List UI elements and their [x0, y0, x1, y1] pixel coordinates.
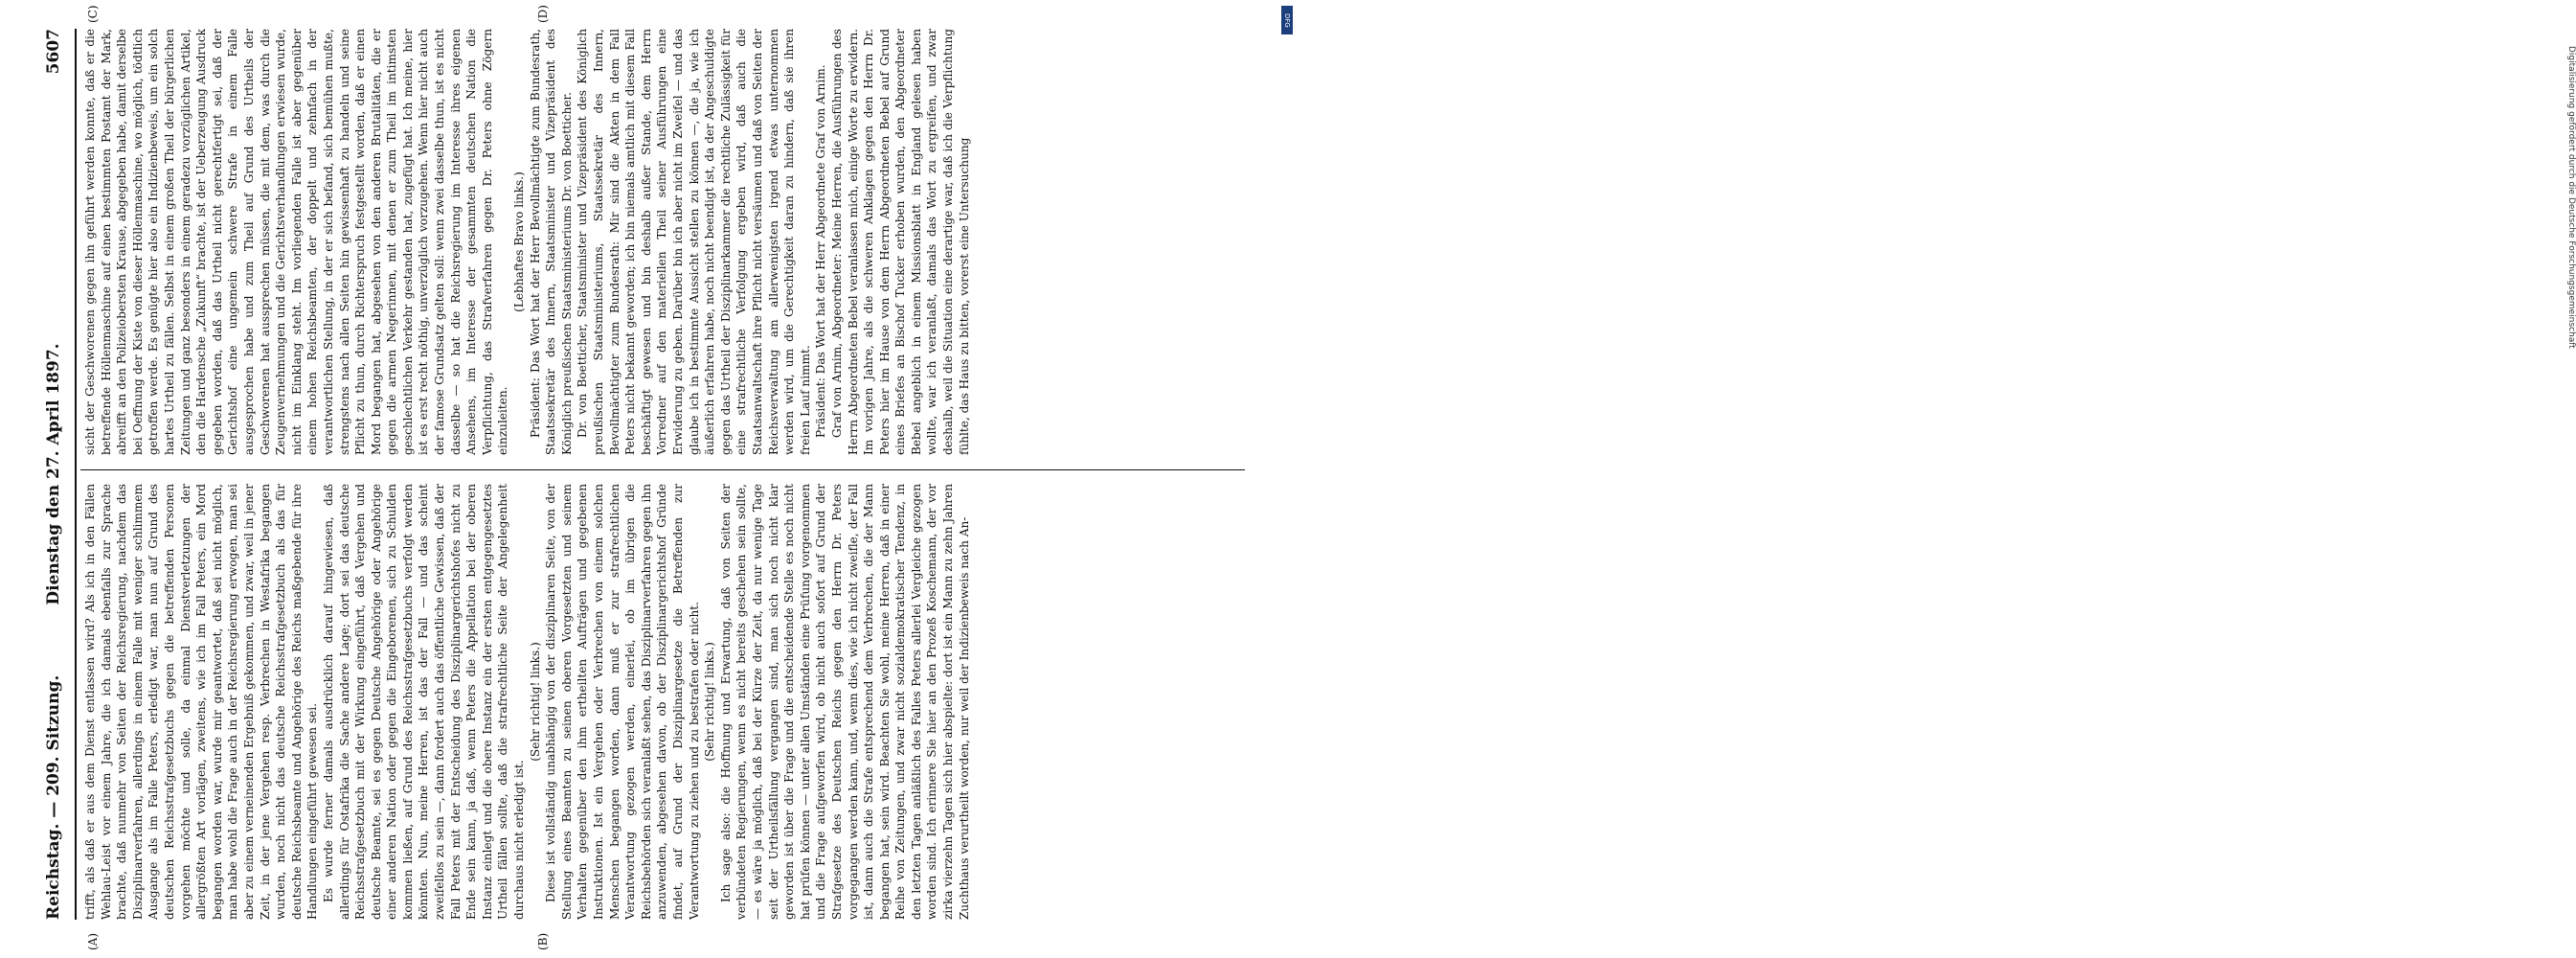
paragraph: Präsident: Das Wort hat der Herr Bevollmächtigte zum Bundesrath, Staatssekretär des Innern, Staatsminister und Vizepräsident des Königlich preußischen Staatsministeriums Dr. von Boetticher.: [528, 29, 574, 455]
interjection: (Sehr richtig! links.): [703, 642, 717, 762]
left-column: [82, 484, 1245, 920]
dfg-logo: DFG: [1281, 6, 1293, 34]
paragraph: Präsident: Das Wort hat der Herr Abgeordnete Graf von Arnim.: [814, 64, 828, 438]
paragraph: Graf von Arnim, Abgeordneter: Meine Herren, die Ausführungen des Herrn Abgeordneten Bebel veranlassen mich, einige Worte zu erwidern. Im vorigen Jahre, als die schweren Anklagen gegen den Herrn Dr. Peters hier im Hause von dem Herrn Abgeordneten Bebel auf Grund eines Briefes an Bischof Tucker erhoben wurden, den Abgeordneter Bebel angeblich in einem Missionsblatt in England gelesen haben wollte, war ich veranlaßt, damals das Wort zu ergreifen, und zwar deshalb, weil die Situation eine derartige war, daß ich die Verpflichtung fühlte, das Haus zu bitten, vorerst eine Untersuchung: [829, 29, 971, 455]
header-left: Reichstag. — 209. Sitzung.: [44, 674, 63, 920]
rotated-page: [19, 0, 1264, 958]
margin-mark-a: (A): [86, 932, 100, 950]
column-divider: [80, 469, 1245, 470]
page-header: [36, 29, 77, 920]
funding-note-text: Digitalisierung gefördert durch die Deutsche Forschungsgemeinschaft: [2566, 46, 2576, 349]
right-column: [82, 29, 1245, 455]
interjection: (Lebhaftes Bravo links.): [512, 171, 527, 312]
paragraph: Diese ist vollständig unabhängig von der disziplinaren Seite, von der Stellung eines Beamten zu seinen oberen Vorgesetzten und seinem Verhalten gegenüber den ihm ertheilten Aufträgen und gegebenen Instruktionen. Ist ein Vergehen oder Verbrechen von einem solchen Menschen begangen worden, dann muß er zur strafrechtlichen Verantwortung gezogen werden, einerlei, ob im übrigen die Reichsbehörden sich veranlaßt sehen, das Disziplinarverfahren gegen ihn anzuwenden, abgesehen davon, ob der Disziplinargerichtshof Gründe findet, auf Grund der Disziplinargesetze die Betreffenden zur Verantwortung zu ziehen und zu bestrafen oder nicht.: [544, 484, 701, 920]
paragraph: Dr. von Boetticher, Staatsminister und Vizepräsident des Königlich preußischen Staatsministeriums, Staatssekretär des Innern, Bevollmächtigter zum Bundesrath: Mir sind die Akten in dem Fall Peters nicht bekannt geworden; ich bin niemals amtlich mit diesem Fall beschäftigt gewesen und bin deshalb außer Stande, dem Herrn Vorredner auf den materiellen Theil seiner Ausführungen eine Erwiderung zu geben. Darüber bin ich aber nicht im Zweifel — und das glaube ich in bestimmte Aussicht stellen zu können —, die ja, wie ich äußerlich erfahren habe, noch nicht beendigt ist, da der Angeschuldigte gegen das Urtheil der Disziplinarkammer die rechtliche Zulässigkeit für eine strafrechtliche Verfolgung ergeben wird, daß auch die Staatsanwaltschaft ihre Pflicht nicht versäumen und daß von Seiten der Reichsverwaltung am allerwenigsten irgend etwas unternommen werden wird, um die Gerechtigkeit daran zu hindern, daß sie ihren freien Lauf nimmt.: [576, 29, 812, 455]
margin-mark-b: (B): [536, 932, 550, 950]
margin-mark-d: (D): [536, 5, 550, 23]
paragraph: Es wurde ferner damals ausdrücklich darauf hingewiesen, daß allerdings für Ostafrika die Sache andere Lage; dort sei das deutsche Reichsstrafgesetzbuch mit der Wirkung eingeführt, daß Vergehen und deutsche Beamte, sei es gegen Deutsche Angehörige oder Angehörige einer anderen Nation oder gegen die Eingeborenen, sich zu Schulden kommen ließen, auf Grund des Reichsstrafgesetzbuchs verfolgt werden könnten. Nun, meine Herren, ist das der Fall — und das scheint zweifellos zu sein —, dann fordert auch das öffentliche Gewissen, daß der Fall Peters mit der Entscheidung des Disziplinargerichtshofes nicht zu Ende sein kann, ja daß, wenn Peters die Appellation bei der oberen Instanz einlegt und die obere Instanz ein der ersten entgegengesetztes Urtheil fällen sollte, daß die strafrechtliche Seite der Angelegenheit durchaus nicht erledigt ist.: [321, 484, 527, 920]
interjection: (Sehr richtig! links.): [528, 642, 542, 762]
paragraph: trifft, als daß er aus dem Dienst entlassen wird? Als ich in den Fällen Wehlau-Leist vor einem Jahre, die ich damals ebenfalls zur Sprache brachte, daß nunmehr von Seiten der Reichsregierung, nachdem das Disziplinarverfahren, allerdings in einem Falle mit weniger schlimmem Ausgange als im Falle Peters, erledigt war, man nun auf Grund des deutschen Reichsstrafgesetzbuchs gegen die betreffenden Personen vorgehen möchte und solle, da einmal Dienstverletzungen der allergrößten Art vorlägen, zweitens, wie ich im Fall Peters, ein Mord begangen worden war, wurde mir geantwortet, daß sei nicht möglich, man habe wohl die Frage auch in der Reichsregierung erwogen, man sei aber zu einem verneinenden Ergebniß gekommen, und zwar, weil in jener Zeit, in der jene Vergehen resp. Verbrechen in Westafrika begangen wurden, noch nicht das deutsche Reichsstrafgesetzbuch als das für deutsche Reichsbeamte und Angehörige des Reichs maßgebende für ihre Handlungen eingeführt gewesen sei.: [83, 484, 320, 920]
paragraph: sicht der Geschworenen gegen ihn geführt werden konnte, daß er die betreffende Höllenmaschine auf einen bestimmten Postamt der Mark, abreifft an den Polizeiobersten Krause, abgegeben habe, damit derselbe bei Oeffnung der Kiste von dieser Höllenmaschine, wo möglich, tödtlich getroffen werde. Es genügte hier also ein Indizienbeweis, um ein solch hartes Urtheil zu fällen. Selbst in einem großen Theil der bürgerlichen Zeitungen und ganz besonders in einem geradezu vorzüglichen Artikel, den die Hardensche „Zukunft“ brachte, ist der Ueberzeugung Ausdruck gegeben worden, daß das Urtheil nicht gerechtfertigt sei, daß der Gerichtshof eine ungemein schwere Strafe in einem Falle ausgesprochen habe und zum Theil auf Grund des Urtheils der Geschworenen hat aussprechen müssen, die mit dem, was durch die Zeugenvernehmungen und die Gerichtsverhandlungen erwiesen wurde, nicht im Einklang steht. Im vorliegenden Falle ist aber gegenüber einem hohen Reichsbeamten, der doppelt und zehnfach in der verantwortlichen Stellung, in der er sich befand, sich bemühen mußte, strengstens nach allen Seiten hin gewissenhaft zu handeln und seine Pflicht zu thun, durch Richterspruch festgestellt worden, daß er einen Mord begangen hat, abgesehen von den anderen Brutalitäten, die er gegen die armen Negerinnen, mit denen er zum Theil im intimsten geschlechtlichen Verkehr gestanden hat, zugefügt hat. Ich meine, hier ist es erst recht nöthig, unverzüglich vorzugehen. Wenn hier nicht auch der famose Grundsatz gelten soll: wenn zwei dasselbe thun, ist es nicht dasselbe — so hat die Reichsregierung im Interesse ihres eigenen Ansehens, im Interesse der gesammten deutschen Nation die Verpflichtung, das Strafverfahren gegen Dr. Peters ohne Zögern einzuleiten.: [83, 29, 510, 455]
margin-mark-c: (C): [86, 5, 100, 23]
paragraph: Ich sage also: die Hoffnung und Erwartung, daß von Seiten der verbündeten Regierungen, wenn es nicht bereits geschehen sein sollte, — es wäre ja möglich, daß bei der Kürze der Zeit, da nur wenige Tage seit der Urtheilsfällung vergangen sind, man sich noch nicht klar geworden ist über die Frage und die entscheidende Stelle es noch nicht hat prüfen können — unter allen Umständen eine Prüfung vorgenommen und die Frage aufgeworfen wird, ob nicht auch sofort auf Grund der Strafgesetze des Deutschen Reichs gegen den Herrn Dr. Peters vorgegangen werden kann, und, wenn dies, wie ich nicht zweifle, der Fall ist, dann auch die Strafe entsprechend dem Verbrechen, die der Mann begangen hat, sein wird. Beachten Sie wohl, meine Herren, daß in einer Reihe von Zeitungen, und zwar nicht sozialdemokratischer Tendenz, in den letzten Tagen anläßlich des Falles Peters allerlei Vergleiche gezogen worden sind. Ich erinnere Sie hier an den Prozeß Koschemann, der vor zirka vierzehn Tagen sich hier abspielte: dort ist ein Mann zu zehn Jahren Zuchthaus verurtheilt worden, nur weil der Indizienbeweis nach An-: [718, 484, 971, 920]
header-date: Dienstag den 27. April 1897.: [44, 343, 63, 605]
page-number: 5607: [44, 29, 63, 75]
